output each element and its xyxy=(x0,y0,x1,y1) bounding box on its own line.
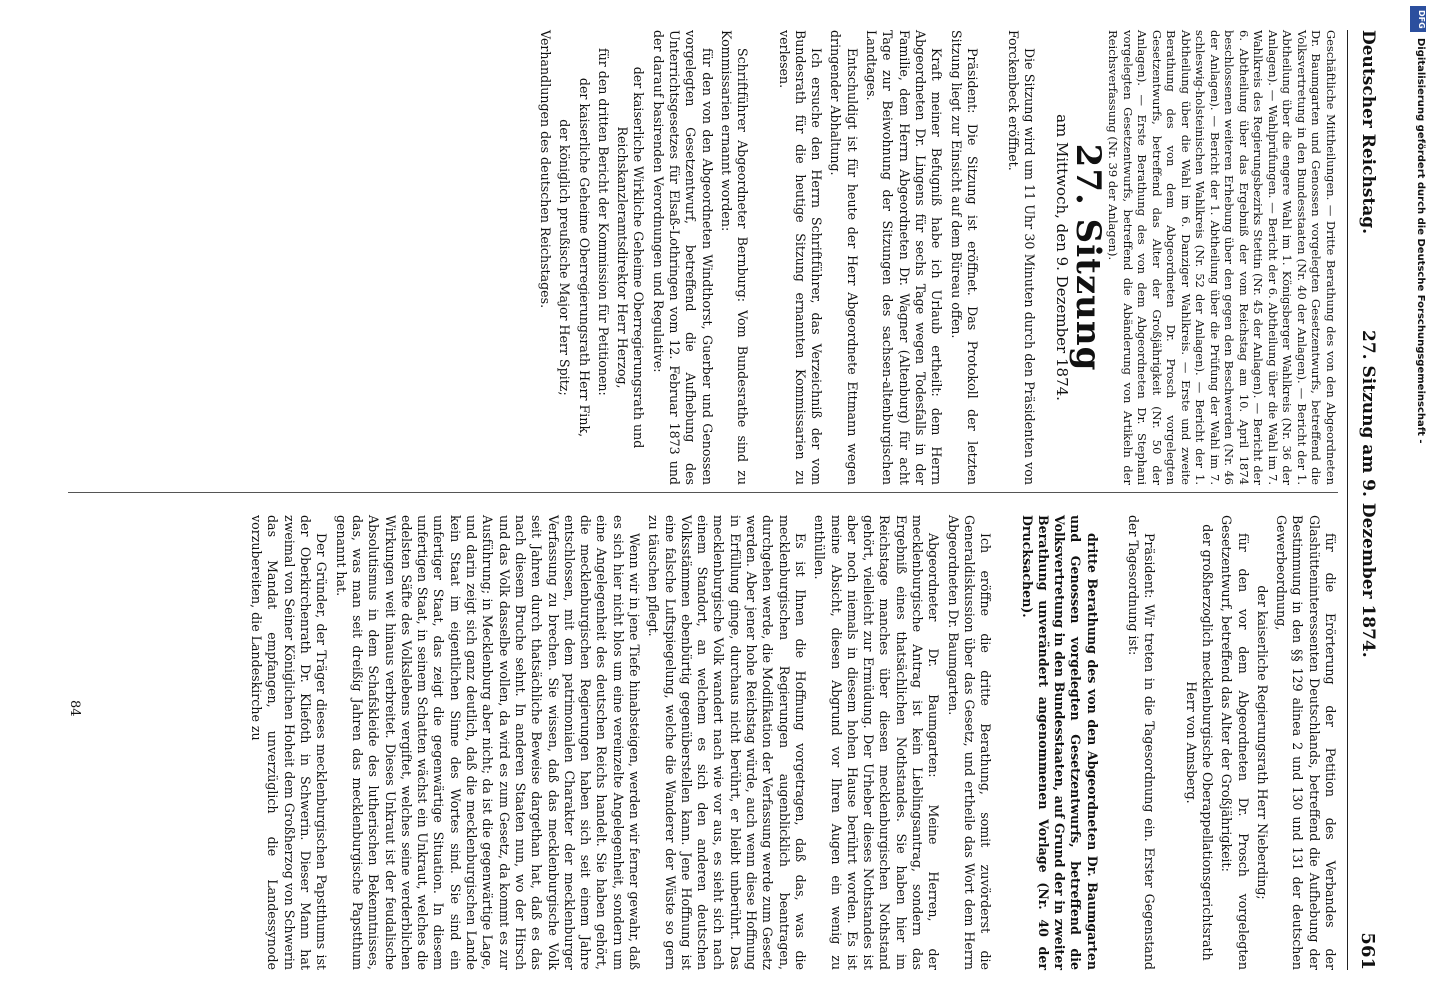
column-divider xyxy=(68,492,1338,493)
paragraph: für den von den Abgeordneten Windthorst, Guerber und Genossen vorgelegten Gesetzentwurf, betreffend die Aufhebung des Unterrichtsgesetzes für Elsaß-Lothringen vom 12. Februar 1873 und der darauf basirenden Verordnungen und Regulative: xyxy=(650,30,715,485)
paragraph: Ich ersuche den Herrn Schriftführer, das Verzeichniß der vom Bundesrath für die heutige Sitzung ernannten Kommissarien zu verlesen. xyxy=(776,30,825,485)
header-journal: Deutscher Reichstag. xyxy=(1358,30,1378,235)
paragraph: der königlich preußische Major Herr Spitz; xyxy=(557,119,573,396)
header-rule xyxy=(1347,30,1348,970)
page-footer: Verhandlungen des deutschen Reichstages. xyxy=(537,30,553,309)
paragraph: Präsident: Wir treten in die Tagesordnung ein. Erster Gegenstand der Tagesordnung ist: xyxy=(1126,515,1158,970)
agenda-item: dritte Berathung des von den Abgeordneten Dr. Baumgarten und Genossen vorgelegten Gesetzentwurfs, betreffend die Volksvertretung in den Bundesstaaten, auf Grund der in zweiter Berathung unverändert angenommenen Vorlage (Nr. 40 der Drucksachen). xyxy=(1019,515,1100,970)
paragraph: der kaiserliche Geheime Oberregierungsrath Herr Fink, xyxy=(576,77,592,438)
header-session: 27. Sitzung am 9. Dezember 1874. xyxy=(1358,330,1378,658)
paragraph: für den vor dem Abgeordneten Dr. Prosch vorgelegten Gesetzentwurf, betreffend das Alter der Großjährigkeit: xyxy=(1219,515,1251,970)
page-number: 561 xyxy=(1357,932,1378,970)
paragraph: der großherzoglich mecklenburgische Oberappellationsgerichtsrath Herr von Amsberg. xyxy=(1183,524,1215,961)
paragraph: Präsident: Die Sitzung ist eröffnet. Das Protokoll der letzten Sitzung liegt zur Einsicht auf dem Büreau offen. xyxy=(948,30,980,485)
paragraph: Der Gründer, der Träger dieses mecklenburgischen Papstthums ist der Oberkirchenrath Dr. Kliefoth in Schwerin. Dieser Mann hat zweimal von Seiner Königlichen Hoheit dem Großherzog von Schwerin das Mandat empfangen, unverzüglich die Landessynode vorzubereiten, die Landeskirche zu xyxy=(249,515,330,970)
paragraph: Abgeordneter Dr. Baumgarten: Meine Herren, der mecklenburgische Antrag ist kein Lieblingsantrag, sondern das Ergebniß eines thatsächlichen Nothstandes. Sie haben hier im Reichstage manches über diesen mecklenburgischen Nothstand gehört, vielleicht zur Ermüdung. Der Urheber dieses Nothstandes ist aber noch niemals in diesem hohen Hause berührt worden. Es ist meine Absicht, diesen Abgrund vor Ihren Augen ein wenig zu enthüllen. xyxy=(812,515,942,970)
digitization-stamp xyxy=(1404,0,1432,1000)
paragraph: für den dritten Bericht der Kommission für Petitionen: xyxy=(595,48,611,396)
stamp-text: Digitalisierung gefördert durch die Deutsche Forschungsgemeinschaft - xyxy=(1415,38,1426,444)
left-column xyxy=(534,30,1338,485)
session-date: am Mittwoch, den 9. Dezember 1874. xyxy=(1052,114,1071,401)
paragraph: für die Erörterung der Petition des Verbandes der Glashütteninteressenten Deutschlands, betreffend die Aufhebung der Bestimmung in den §§ 129 alinea 2 und 130 und 131 der deutschen Gewerbeordnung, xyxy=(1274,515,1338,970)
agenda-summary: Geschäftliche Mittheilungen. — Dritte Berathung des von den Abgeordneten Dr. Baumgarten und Genossen vorgelegten Gesetzentwurfs, betreffend die Volksvertretung in den Bundesstaaten (Nr. 40 der Anlagen). — Bericht der 1. Abtheilung über die engere Wahl im 1. Königsberger Wahlkreis (Nr. 36 der Anlagen). — Wahlprüfungen. — Bericht der 6. Abtheilung über die Wahl im 7. Wahlkreis des Regierungsbezirks Stettin (Nr. 45 der Anlagen). — Bericht der 6. Abtheilung über das Ergebniß der vom Reichstag am 10. April 1874 beschlossenen weiteren Erhebung über den gegen den Beschwerden (Nr. 46 der Anlagen). — Bericht der 1. Abtheilung über die Prüfung der Wahl im 7. schleswig-holsteinischen Wahlkreis (Nr. 52 der Anlagen). — Bericht der 1. Abtheilung über die Wahl im 6. Danziger Wahlkreis. — Erste und zweite Berathung des von dem Abgeordneten Dr. Prosch vorgelegten Gesetzentwurfs, betreffend das Alter der Großjährigkeit (Nr. 50 der Anlagen). — Erste Berathung des von dem Abgeordneten Dr. Stephani vorgelegten Gesetzentwurfs, betreffend die Abänderung von Artikeln der Reichsverfassung (Nr. 39 der Anlagen). xyxy=(1106,30,1338,485)
paragraph: Es ist Ihnen die Hoffnung vorgetragen, daß das, was die mecklenburgischen Regierungen augenblicklich beantragen, durchgehen werde, die Modifikation der Verfassung werde zum Gesetz werden. Aber jener hohe Reichstag würde, auch wenn diese Hoffnung in Erfüllung ginge, durchaus nicht berührt, er bleibt unberührt. Das mecklenburgische Volk wandert nach wie vor aus, es sieht sich nach einem Standort, an welchem es sich den anderen deutschen Volksstämmen ebenbürtig gegenüberstellen kann. Jene Hoffnung ist eine falsche Luftspiegelung, welche die Wanderer der Wüste so gern zu täuschen pflegt. xyxy=(646,515,808,970)
opening-paragraph: Die Sitzung wird um 11 Uhr 30 Minuten durch den Präsidenten von Forckenbeck eröffnet. xyxy=(1006,30,1038,485)
paragraph: Wenn wir in jene Tiefe hinabsteigen, werden wir ferner gewahr, daß es sich hier nicht blos um eine vereinzelte Angelegenheit, sondern um eine Angelegenheit des deutschen Reichs handelt. Sie haben gehört, die mecklenburgischen Regierungen haben sich seit einem Jahre entschlossen, mit dem patrimonialen Charakter der mecklenburger Verfassung zu brechen. Sie wissen, daß das mecklenburgische Volk seit Jahren durch thatsächliche Beweise dargethan hat, daß es das nach diesem Bruche sehnt. In anderen Staaten nun, wo der Hirsch und das Volk dasselbe wollen, da wird es zum Gesetz, da kommt es zur Ausführung; in Mecklenburg aber nicht; da ist die gegenwärtige Lage, und darin zeigt sich ganz deutlich, daß die mecklenburgischen Lande kein Staat im eigentlichen Sinne des Wortes sind. Sie sind ein unfertiger Staat, das zeigt die gegenwärtige Situation. In diesem unfertigen Staat, in seinem Schatten wächst ein Unkraut, welches die edelsten Säfte des Volkslebens vergiftet, welches seine verderblichen Wirkungen weit hinaus verbreitet. Dieses Unkraut ist der feudalische Absolutismus in dem Schafskleide des lutherischen Bekenntnisses, das, was man seit dreißig Jahren das mecklenburgische Papstthum genannt hat. xyxy=(333,515,643,970)
paragraph: Kraft meiner Befugniß habe ich Urlaub ertheilt: dem Herrn Abgeordneten Dr. Lingens für sechs Tage wegen Todesfalls in der Familie, dem Herrn Abgeordneten Dr. Wagner (Altenburg) für acht Tage zur Beiwohnung der Sitzungen des sachsen-altenburgischen Landtages. xyxy=(864,30,945,485)
paragraph: Schriftführer Abgeordneter Bernburg: Vom Bundesrathe sind zu Kommissarien ernannt worden: xyxy=(718,30,751,485)
paragraph: der kaiserliche Regierungsrath Herr Nieberding; xyxy=(1254,585,1270,900)
running-header xyxy=(1346,30,1378,970)
paragraph: Ich eröffne die dritte Berathung, somit zuvörderst die Generaldiskussion über das Gesetz, und ertheile das Wort dem Herrn Abgeordneten Dr. Baumgarten. xyxy=(945,515,994,970)
session-title: 27. Sitzung xyxy=(1068,143,1108,372)
paragraph: der kaiserliche Wirkliche Geheime Oberregierungsrath und Reichskanzleramtsdirektor Herr Herzog, xyxy=(615,66,647,449)
paragraph: Entschuldigt ist für heute der Herr Abgeordnete Ettmann wegen dringender Abhaltung. xyxy=(828,30,860,485)
signature-mark: 84 xyxy=(67,700,82,717)
dfg-logo: DFG xyxy=(1410,6,1426,32)
right-column xyxy=(245,515,1338,970)
